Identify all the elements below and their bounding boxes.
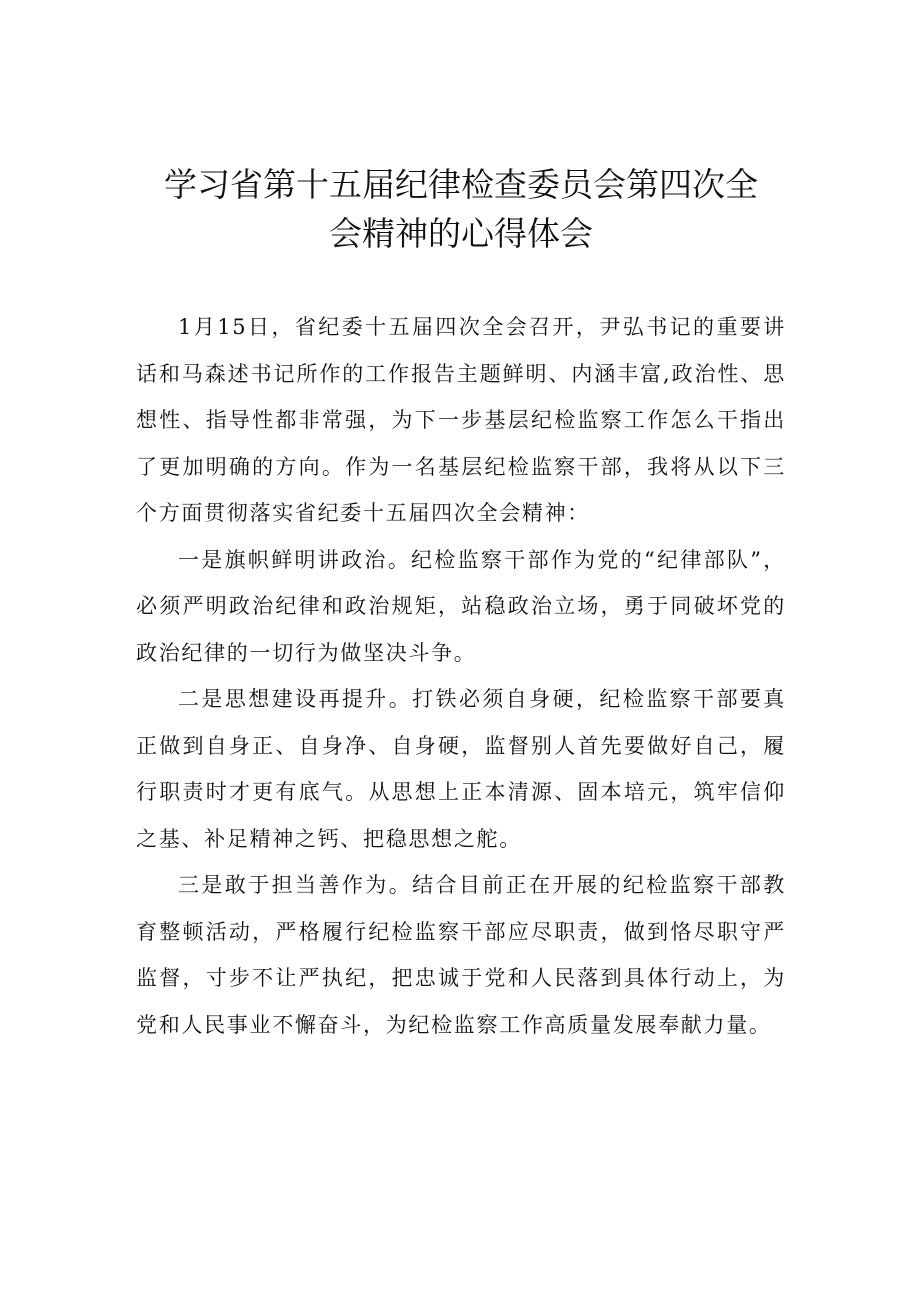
paragraph-point-1: 一是旗帜鲜明讲政治。纪检监察干部作为党的“纪律部队”，必须严明政治纪律和政治规矩，站稳政治立场，勇于同破坏党的政治纪律的一切行为做坚决斗争。 bbox=[136, 547, 786, 665]
paragraph-point-2: 二是思想建设再提升。打铁必须自身硬，纪检监察干部要真正做到自身正、自身净、自身硬，监督别人首先要做好自己，履行职责时才更有底气。从思想上正本清源、固本培元，筑牢信仰之基、补足精神之钙、把稳思想之舵。 bbox=[136, 687, 786, 851]
paragraph-intro: 1月15日，省纪委十五届四次全会召开，尹弘书记的重要讲话和马森述书记所作的工作报告主题鲜明、内涵丰富,政治性、思想性、指导性都非常强，为下一步基层纪检监察工作怎么干指出了更加明确的方向。作为一名基层纪检监察干部，我将从以下三个方面贯彻落实省纪委十五届四次全会精神： bbox=[136, 315, 786, 525]
document-title bbox=[136, 160, 786, 258]
document-body bbox=[136, 304, 786, 1048]
title-line-2: 会精神的心得体会 bbox=[329, 214, 593, 253]
title-line-1: 学习省第十五届纪律检查委员会第四次全 bbox=[164, 165, 758, 204]
paragraph-point-3: 三是敢于担当善作为。结合目前正在开展的纪检监察干部教育整顿活动，严格履行纪检监察干部应尽职责，做到恪尽职守严监督，寸步不让严执纪，把忠诚于党和人民落到具体行动上，为党和人民事业不懈奋斗，为纪检监察工作高质量发展奉献力量。 bbox=[136, 873, 786, 1037]
